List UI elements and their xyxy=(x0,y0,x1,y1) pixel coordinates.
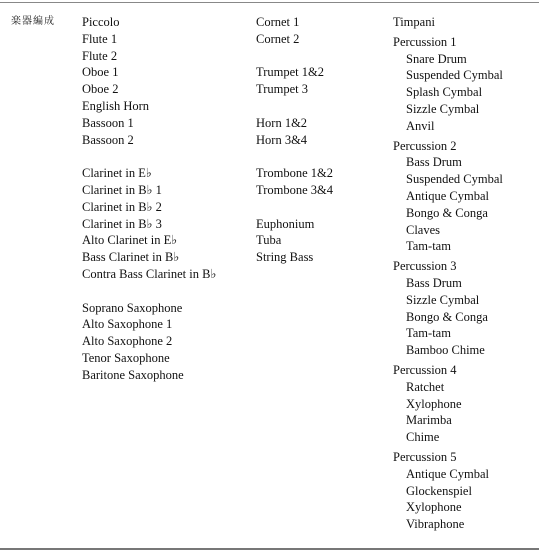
instrument-name: Bassoon 1 xyxy=(82,115,134,130)
percussion-instrument: Claves xyxy=(406,222,441,237)
percussion-instrument: Ratchet xyxy=(406,379,445,394)
percussion-instrument: Bamboo Chime xyxy=(406,343,485,358)
brass-column xyxy=(256,14,333,266)
instrument-name: Oboe 1 xyxy=(82,65,119,80)
percussion-instrument: Vibraphone xyxy=(406,517,465,532)
top-rule xyxy=(0,2,539,3)
percussion-section-title: Percussion 4 xyxy=(393,362,457,377)
instrument-name: Tenor Saxophone xyxy=(82,350,170,365)
percussion-instrument: Xylophone xyxy=(406,396,462,411)
instrument-name: Alto Clarinet in E♭ xyxy=(82,233,178,248)
percussion-instrument: Suspended Cymbal xyxy=(406,68,503,83)
instrument-name: Cornet 2 xyxy=(256,31,300,46)
instrument-name: Oboe 2 xyxy=(82,82,119,97)
percussion-instrument: Suspended Cymbal xyxy=(406,172,503,187)
percussion-instrument: Anvil xyxy=(406,118,435,133)
instrument-name: Trumpet 1&2 xyxy=(256,65,324,80)
percussion-column xyxy=(393,14,503,533)
instrument-name: Euphonium xyxy=(256,216,315,231)
group-gap xyxy=(256,98,333,115)
percussion-instrument: Bongo & Conga xyxy=(406,309,488,324)
percussion-instrument: Tam-tam xyxy=(406,239,451,254)
percussion-section-title: Percussion 2 xyxy=(393,138,457,153)
instrument-name: Trombone 3&4 xyxy=(256,182,333,197)
instrument-name: English Horn xyxy=(82,98,150,113)
percussion-instrument: Antique Cymbal xyxy=(406,466,489,481)
percussion-instrument: Antique Cymbal xyxy=(406,188,489,203)
percussion-instrument: Glockenspiel xyxy=(406,483,472,498)
group-gap xyxy=(256,148,333,165)
instrument-name: Timpani xyxy=(393,15,435,29)
instrument-name: Horn 3&4 xyxy=(256,132,308,147)
group-gap xyxy=(82,283,216,300)
instrument-name: String Bass xyxy=(256,250,314,265)
instrument-name: Horn 1&2 xyxy=(256,115,308,130)
instrument-name: Soprano Saxophone xyxy=(82,300,183,315)
percussion-section-title: Percussion 1 xyxy=(393,34,457,49)
instrument-name: Trombone 1&2 xyxy=(256,166,333,181)
instrument-name: Clarinet in B♭ 1 xyxy=(82,182,162,197)
instrument-name: Alto Saxophone 1 xyxy=(82,317,173,332)
woodwinds-column xyxy=(82,14,216,384)
percussion-instrument: Tam-tam xyxy=(406,326,451,341)
bottom-rule xyxy=(0,548,539,550)
percussion-instrument: Chime xyxy=(406,430,440,445)
percussion-instrument: Snare Drum xyxy=(406,51,467,66)
instrument-name: Clarinet in B♭ 3 xyxy=(82,216,162,231)
instrument-name: Contra Bass Clarinet in B♭ xyxy=(82,266,217,281)
percussion-instrument: Bass Drum xyxy=(406,275,462,290)
group-gap xyxy=(256,199,333,216)
percussion-instrument: Sizzle Cymbal xyxy=(406,292,480,307)
instrument-name: Flute 1 xyxy=(82,31,118,46)
instrument-name: Trumpet 3 xyxy=(256,82,308,97)
percussion-instrument: Sizzle Cymbal xyxy=(406,101,480,116)
group-gap xyxy=(256,48,333,65)
instrument-name: Alto Saxophone 2 xyxy=(82,334,173,349)
instrument-name: Clarinet in B♭ 2 xyxy=(82,199,162,214)
percussion-section-title: Percussion 5 xyxy=(393,449,457,464)
instrument-name: Flute 2 xyxy=(82,48,118,63)
instrument-name: Clarinet in E♭ xyxy=(82,166,152,181)
instrument-name: Piccolo xyxy=(82,15,120,29)
instrument-name: Bass Clarinet in B♭ xyxy=(82,250,180,265)
percussion-instrument: Bass Drum xyxy=(406,155,462,170)
instrument-name: Cornet 1 xyxy=(256,15,300,29)
percussion-instrument: Bongo & Conga xyxy=(406,205,488,220)
percussion-instrument: Splash Cymbal xyxy=(406,85,483,100)
instrumentation-heading: 楽器編成 xyxy=(11,16,55,27)
group-gap xyxy=(82,148,216,165)
percussion-instrument: Marimba xyxy=(406,413,452,428)
instrument-name: Bassoon 2 xyxy=(82,132,134,147)
instrument-name: Tuba xyxy=(256,233,282,248)
percussion-instrument: Xylophone xyxy=(406,500,462,515)
percussion-section-title: Percussion 3 xyxy=(393,259,457,274)
instrument-name: Baritone Saxophone xyxy=(82,367,184,382)
